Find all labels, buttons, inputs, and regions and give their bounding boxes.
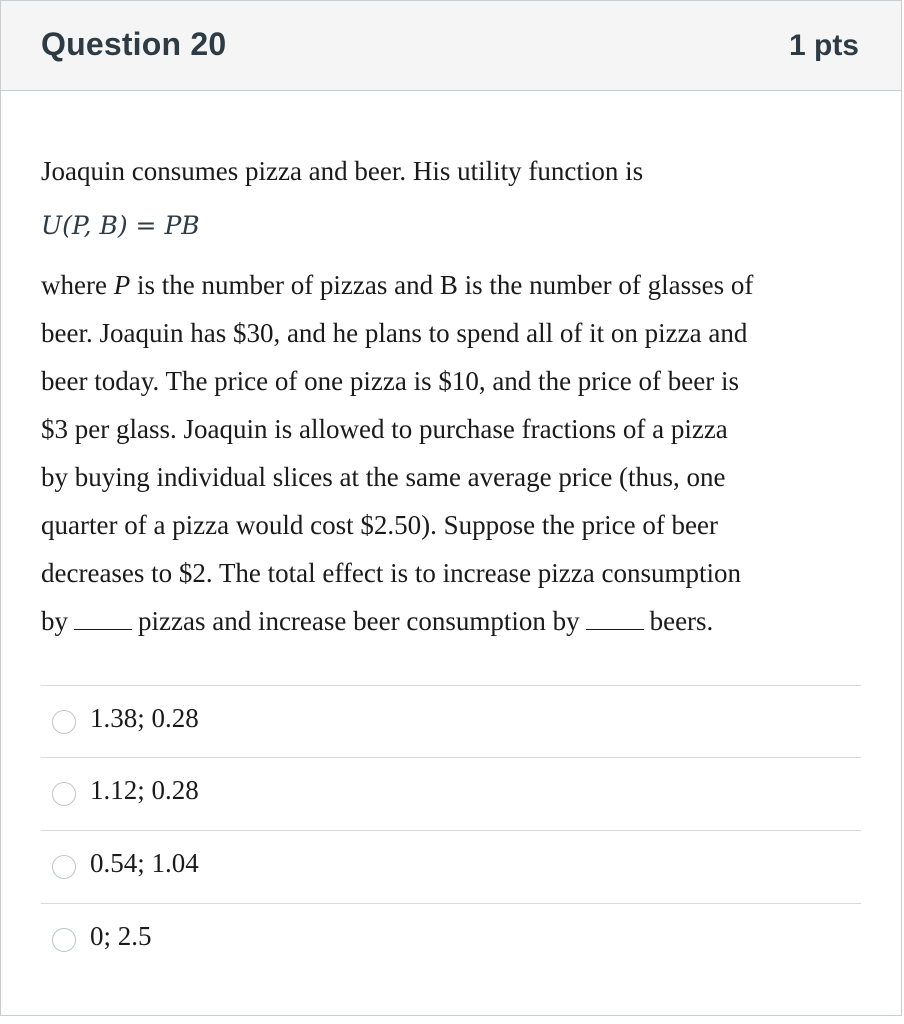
- radio-button[interactable]: [52, 782, 76, 806]
- question-intro: Joaquin consumes pizza and beer. His utility function is: [41, 156, 644, 186]
- radio-button[interactable]: [52, 855, 76, 879]
- answer-option-1[interactable]: [41, 685, 861, 757]
- answer-blank: [586, 607, 644, 630]
- text-line: beer today. The price of one pizza is $10, and the price of beer is: [41, 366, 739, 396]
- radio-button[interactable]: [52, 710, 76, 734]
- text-segment: by: [41, 606, 68, 636]
- answer-option-2[interactable]: [41, 757, 861, 830]
- text-segment: where: [41, 270, 114, 300]
- text-line: beer. Joaquin has $30, and he plans to spend all of it on pizza and: [41, 318, 748, 348]
- text-segment: beers.: [649, 606, 714, 636]
- answer-option-3[interactable]: [41, 830, 861, 903]
- answer-label[interactable]: 1.12; 0.28: [90, 775, 199, 805]
- answer-blank: [74, 607, 132, 630]
- text-segment: is the number of pizzas and B is the number of glasses of: [130, 270, 754, 300]
- variable-p: P: [113, 270, 131, 300]
- text-line: quarter of a pizza would cost $2.50). Suppose the price of beer: [41, 510, 719, 540]
- text-line: [41, 261, 871, 309]
- text-line: by buying individual slices at the same average price (thus, one: [41, 462, 726, 492]
- answer-label[interactable]: 1.38; 0.28: [90, 703, 199, 733]
- question-title: Question 20: [41, 26, 227, 62]
- text-segment: pizzas and increase beer consumption by: [138, 606, 580, 636]
- question-header: [1, 1, 901, 91]
- answer-option-4[interactable]: [41, 903, 861, 976]
- answer-label[interactable]: 0; 2.5: [90, 921, 152, 951]
- utility-formula: U(P, B) = PB: [41, 211, 200, 240]
- text-line: decreases to $2. The total effect is to increase pizza consumption: [41, 558, 741, 588]
- text-line: [41, 597, 871, 645]
- question-text: [41, 261, 871, 645]
- answer-list: [41, 685, 861, 976]
- question-points: 1 pts: [788, 29, 859, 62]
- answer-label[interactable]: 0.54; 1.04: [90, 848, 199, 878]
- text-line: $3 per glass. Joaquin is allowed to purchase fractions of a pizza: [41, 414, 728, 444]
- radio-button[interactable]: [52, 928, 76, 952]
